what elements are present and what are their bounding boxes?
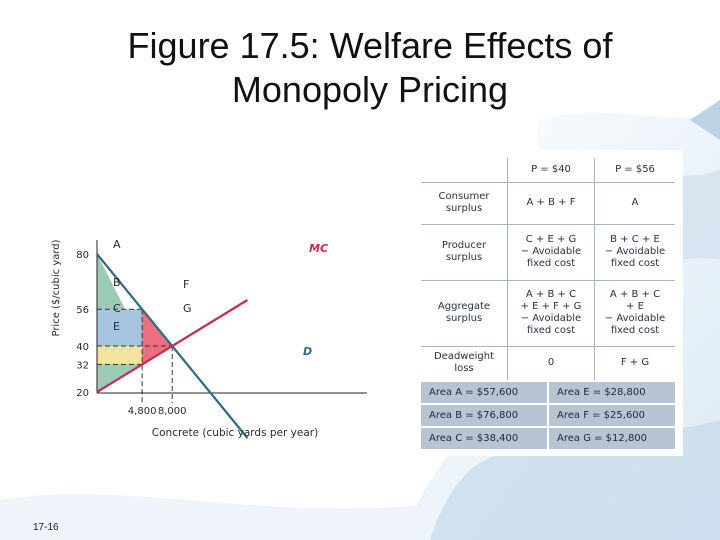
area-label-b: B bbox=[113, 276, 121, 289]
table-row-label: Aggregate surplus bbox=[421, 280, 508, 346]
slide-title-line-2: Monopoly Pricing bbox=[231, 69, 509, 110]
y-tick-label: 80 bbox=[76, 250, 89, 261]
y-tick-label: 32 bbox=[76, 360, 89, 372]
table-cell-p40: A + B + C + E + F + G − Avoidable fixed cost bbox=[508, 280, 595, 346]
area-c-region bbox=[97, 346, 142, 364]
area-row bbox=[421, 428, 675, 449]
slide-title bbox=[60, 24, 680, 112]
area-row bbox=[421, 405, 675, 426]
y-axis-title: Price ($/cubic yard) bbox=[51, 239, 62, 337]
area-label-f: F bbox=[183, 278, 190, 291]
table-cell-p56: B + C + E − Avoidable fixed cost bbox=[595, 224, 676, 280]
area-row bbox=[421, 382, 675, 403]
table-row-label: Producer surplus bbox=[421, 224, 508, 280]
table-cell-p40: 0 bbox=[508, 346, 595, 380]
area-label-g: G bbox=[183, 302, 192, 315]
table-row-label: Consumer surplus bbox=[421, 182, 508, 224]
area-cell-f: Area F = $25,600 bbox=[549, 405, 675, 426]
table-cell-p56: F + G bbox=[620, 357, 650, 369]
curve-label-d: D bbox=[303, 345, 313, 358]
area-values bbox=[421, 382, 675, 451]
table-header-row bbox=[421, 158, 675, 182]
welfare-table bbox=[421, 158, 675, 380]
area-label-e: E bbox=[113, 320, 120, 333]
slide-number: 17-16 bbox=[33, 522, 59, 533]
welfare-diagram bbox=[37, 148, 383, 448]
table-row-aggregate-surplus bbox=[421, 280, 675, 346]
welfare-diagram-svg bbox=[37, 148, 383, 448]
x-tick-label: 4,800 bbox=[127, 406, 157, 417]
y-tick-label: 56 bbox=[76, 305, 89, 317]
table-cell-p40: C + E + G − Avoidable fixed cost bbox=[508, 224, 595, 280]
table-row-deadweight-loss bbox=[421, 346, 675, 380]
area-cell-c: Area C = $38,400 bbox=[421, 428, 547, 449]
x-axis-title: Concrete (cubic yards per year) bbox=[151, 427, 319, 439]
y-tick-label: 40 bbox=[76, 342, 89, 353]
area-label-a: A bbox=[113, 238, 121, 251]
area-label-c: C bbox=[113, 302, 121, 315]
curve-label-mc: MC bbox=[309, 242, 329, 255]
area-cell-a: Area A = $57,600 bbox=[421, 382, 547, 403]
table-cell-p56: A bbox=[595, 182, 676, 224]
welfare-table-panel bbox=[413, 150, 683, 456]
x-tick-label: 8,000 bbox=[157, 406, 187, 417]
table-cell-p40: A + B + F bbox=[508, 182, 595, 224]
area-cell-g: Area G = $12,800 bbox=[549, 428, 675, 449]
table-header-p40: P = $40 bbox=[508, 158, 595, 182]
table-row-consumer-surplus bbox=[421, 182, 675, 224]
table-header-p56: P = $56 bbox=[595, 158, 676, 182]
table-cell-p56: A + B + C + E − Avoidable fixed cost bbox=[595, 280, 676, 346]
table-row-label: Deadweight loss bbox=[421, 346, 508, 380]
slide-title-line-1: Figure 17.5: Welfare Effects of bbox=[127, 25, 613, 66]
y-tick-label: 20 bbox=[76, 388, 89, 399]
area-cell-b: Area B = $76,800 bbox=[421, 405, 547, 426]
area-cell-e: Area E = $28,800 bbox=[549, 382, 675, 403]
table-header-empty bbox=[421, 158, 508, 182]
table-row-producer-surplus bbox=[421, 224, 675, 280]
